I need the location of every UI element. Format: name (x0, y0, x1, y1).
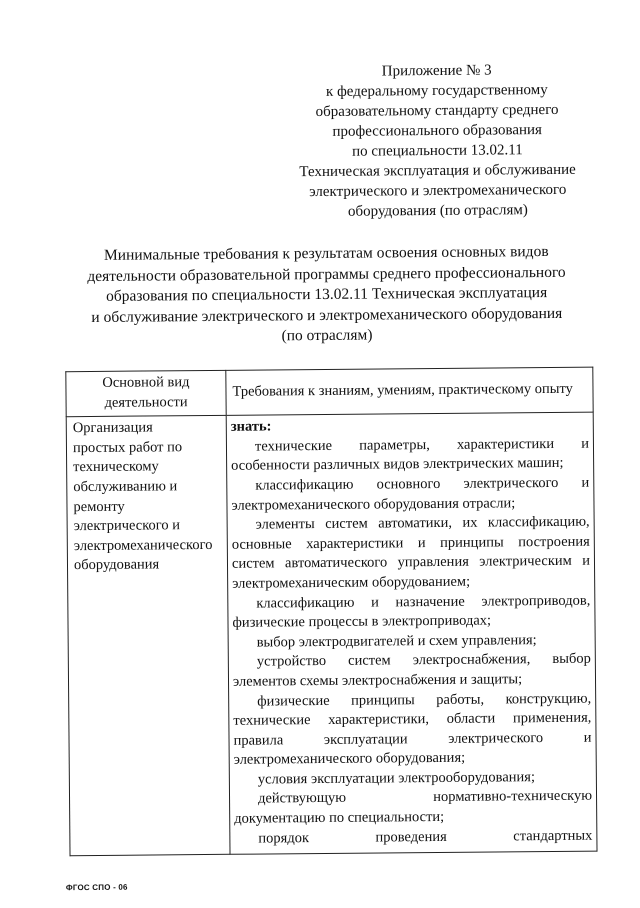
header-requirements: Требования к знаниям, умениям, практическому опыту (226, 367, 593, 415)
appendix-line: профессионального образования (332, 122, 543, 140)
activity-line: электромеханического (73, 536, 213, 554)
appendix-line: электрического и электромеханического (309, 181, 567, 201)
requirement-item: элементы систем автоматики, их классификацию, основные характеристики и принципы построения систем автоматического управления электрическим и электромеханическим оборудованием; (231, 513, 591, 592)
appendix-line: Техническая эксплуатация и обслуживание (299, 161, 576, 181)
activity-line: техническому (73, 458, 159, 476)
requirement-item: классификацию и назначение электроприводов, физические процессы в электроприводах; (232, 592, 591, 631)
requirement-item: классификацию основного электрического и электромеханического оборудования отрасли; (231, 474, 590, 514)
title-line: и обслуживание электрического и электромеханического оборудования (91, 304, 563, 326)
activity-line: ремонту (73, 498, 125, 515)
appendix-header (272, 60, 603, 223)
znat-label: знать: (230, 418, 272, 435)
activity-cell (66, 416, 230, 856)
appendix-line: к федеральному государственному (325, 81, 548, 100)
title-line: (по отраслям) (281, 326, 373, 345)
document-title (76, 242, 577, 349)
requirement-item: условия эксплуатации электрооборудования; (257, 769, 536, 788)
appendix-line: образовательному стандарту среднего (315, 101, 559, 121)
title-line: Минимальные требования к результатам освоения основных видов (103, 242, 549, 264)
appendix-line: Приложение № 3 (381, 62, 492, 80)
table-header-row (66, 367, 593, 417)
activity-line: оборудования (73, 556, 160, 574)
header-activity-line: деятельности (104, 393, 188, 411)
activity-line: простых работ по (72, 438, 183, 456)
title-line: образования по специальности 13.02.11 Техническая эксплуатация (105, 284, 548, 305)
title-line: деятельности образовательной программы среднего профессионального (87, 263, 566, 285)
requirements-table (65, 367, 597, 857)
appendix-line: по специальности 13.02.11 (352, 142, 523, 160)
table-row (66, 412, 597, 856)
requirement-item: технические параметры, характеристики и особенности различных видов электрических машин; (231, 435, 590, 475)
header-activity (66, 370, 226, 417)
header-activity-line: Основной вид (102, 374, 190, 391)
activity-line: электрического и (73, 517, 181, 535)
requirement-item: действующую нормативно-техническую документацию по специальности; (234, 788, 593, 827)
footer-label: ФГОС СПО - 06 (65, 882, 128, 893)
appendix-line: оборудования (по отраслям) (347, 202, 528, 220)
activity-line: обслуживанию и (73, 478, 178, 496)
requirements-cell (226, 412, 597, 854)
requirement-item: порядок проведения стандартных (258, 827, 593, 847)
requirement-item: выбор электродвигателей и схем управления; (256, 631, 537, 651)
requirement-item: устройство систем электроснабжения, выбор элементов схемы электроснабжения и защиты; (232, 650, 591, 690)
activity-line: Организация (72, 419, 153, 437)
requirement-item: физические принципы работы, конструкцию, технические характеристики, области применения, правила эксплуатации электрического и электромеханического оборудования; (233, 690, 592, 769)
